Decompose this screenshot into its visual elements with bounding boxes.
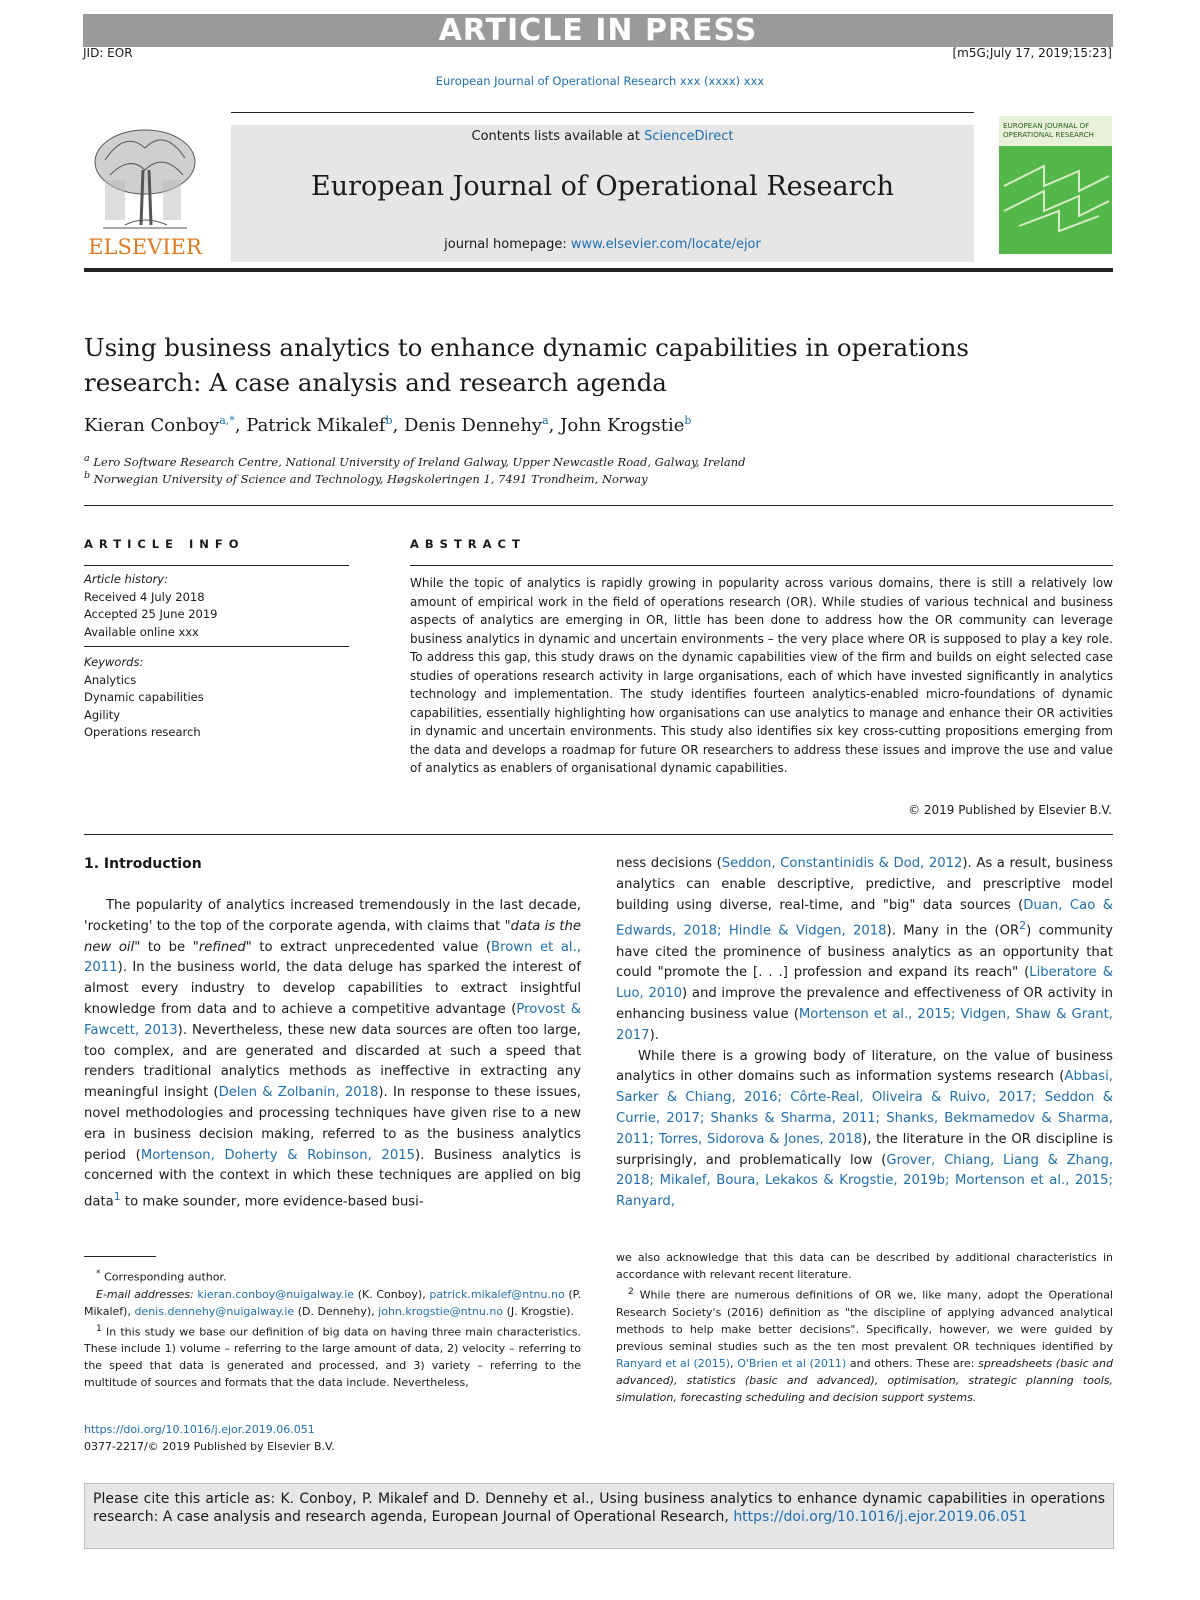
email-link[interactable]: john.krogstie@ntnu.no xyxy=(378,1304,504,1318)
article-info-rule xyxy=(84,565,349,566)
article-info-heading: ARTICLE INFO xyxy=(84,537,245,551)
citation-link[interactable]: Seddon, Constantinidis & Dod, 2012 xyxy=(721,856,963,871)
author-list xyxy=(84,414,691,436)
abstract-bottom-rule xyxy=(84,834,1113,835)
build-stamp: [m5G;July 17, 2019;15:23] xyxy=(952,46,1112,60)
issn-line: 0377-2217/© 2019 Published by Elsevier B.V. xyxy=(84,1440,335,1453)
citation-link[interactable]: Mortenson, Doherty & Robinson, 2015 xyxy=(140,1147,415,1163)
intro-right-column xyxy=(616,854,1113,1213)
citation-link[interactable]: Grover, Chiang, Liang & Zhang, 2018; Mikalef, Boura, Lekakos & Krogstie, 2019b; Mortenson et al., 2015; Ranyard, xyxy=(616,1152,1114,1210)
citation-link[interactable]: Duan, Cao & Edwards, 2018; Hindle & Vidgen, 2018 xyxy=(616,897,1114,939)
intro-paragraph-2: While there is a growing body of literature, on the value of business analytics in other domains such as information systems research (Abbasi, Sarker & Chiang, 2016; Côrte-Real, Oliveira & Ruivo, 2017; Seddon & Currie, 2017; Shanks & Sharma, 2011; Shanks, Bekmamedov & Sharma, 2011; Torres, Sidorova & Jones, 2018), the literature in the OR discipline is surprisingly, and problematically low (Grover, Chiang, Liang & Zhang, 2018; Mikalef, Boura, Lekakos & Krogstie, 2019b; Mortenson et al., 2015; Ranyard, xyxy=(616,1048,1114,1210)
received-date: Received 4 July 2018 xyxy=(84,589,205,604)
citation-link[interactable]: Mortenson et al., 2015; Vidgen, Shaw & Grant, 2017 xyxy=(616,1006,1113,1043)
article-in-press-banner: ARTICLE IN PRESS xyxy=(83,14,1113,47)
citation-link[interactable]: Provost & Fawcett, 2013 xyxy=(84,1001,581,1038)
sciencedirect-link[interactable]: ScienceDirect xyxy=(644,129,734,144)
please-cite-box: Please cite this article as: K. Conboy, P. Mikalef and D. Dennehy et al., Using business analytics to enhance dynamic capabilities in operations research: A case analysis and research agenda, European Journal of Operational Research, https://doi.org/10.1016/j.ejor.2019.06.051 xyxy=(84,1483,1114,1549)
author-1[interactable]: Kieran Conboy$^{a,*}$, xyxy=(84,414,247,436)
footnote-ref-1[interactable]: 1 xyxy=(113,1190,121,1204)
journal-reference-link[interactable]: European Journal of Operational Research xxx (xxxx) xxx xyxy=(435,74,765,88)
email-link[interactable]: kieran.conboy@nuigalway.ie xyxy=(197,1287,355,1301)
cite-doi-link[interactable]: https://doi.org/10.1016/j.ejor.2019.06.051 xyxy=(733,1509,1027,1525)
section-heading-introduction: 1. Introduction xyxy=(84,856,202,872)
email-link[interactable]: denis.dennehy@nuigalway.ie xyxy=(134,1304,295,1318)
footnotes-right xyxy=(616,1249,1113,1406)
journal-title: European Journal of Operational Research xyxy=(310,171,894,202)
corresponding-author-note: * Corresponding author. xyxy=(96,1268,227,1284)
intro-paragraph-1: The popularity of analytics increased tremendously in the last decade, 'rocketing' to the top of the corporate agenda, with claims that "data is the new oil" to be "refined" to extract unprecedented value (Brown et al., 2011). In the business world, the data deluge has sparked the interest of almost every industry to develop capabilities to extract insightful knowledge from data and to achieve a competitive advantage (Provost & Fawcett, 2013). Nevertheless, these new data sources are often too large, too complex, and are generated and discarded at such a speed that renders traditional analytics methods as ineffective in extracting any meaningful insight (Delen & Zolbanin, 2018). In response to these issues, novel methodologies and processing techniques have given rise to a new era in business decision making, referred to as the business analytics period (Mortenson, Doherty & Robinson, 2015). Business analytics is concerned with the context in which these techniques are applied on big data$^1$ to make sounder, more evidence-based busi- xyxy=(84,898,581,1210)
intro-paragraph-1-continued: ness decisions (Seddon, Constantinidis & Dod, 2012). As a result, business analytics can enable descriptive, predictive, and prescriptive model building using diverse, real-time, and "big" data sources (Duan, Cao & Edwards, 2018; Hindle & Vidgen, 2018). Many in the $(OR^2)$ community have cited the prominence of business analytics as an opportunity that could "promote the [. . .] profession and expand its reach" (Liberatore & Luo, 2010) and improve the prevalence and effectiveness of OR activity in enhancing business value (Mortenson et al., 2015; Vidgen, Shaw & Grant, 2017). xyxy=(616,856,1114,1043)
keywords-rule xyxy=(84,646,349,647)
top-thin-rule xyxy=(231,112,974,113)
accepted-date: Accepted 25 June 2019 xyxy=(84,607,218,621)
author-2[interactable]: Patrick Mikalef$^b$, xyxy=(246,414,405,436)
affiliation-b: $^b$ Norwegian University of Science and Technology, Høgskoleringen 1, 7491 Trondheim, Norway xyxy=(84,470,648,486)
email-link[interactable]: patrick.mikalef@ntnu.no xyxy=(429,1287,565,1301)
abstract-copyright: © 2019 Published by Elsevier B.V. xyxy=(908,803,1112,817)
affiliation-rule xyxy=(84,505,1113,506)
affiliation-a: $^a$ Lero Software Research Centre, National University of Ireland Galway, Upper Newcastle Road, Galway, Ireland xyxy=(84,453,746,469)
banner-thick-rule xyxy=(84,268,1113,272)
journal-reference-line xyxy=(0,74,1200,88)
elsevier-logo xyxy=(85,120,205,260)
keyword: Operations research xyxy=(84,725,201,739)
keywords xyxy=(84,654,204,742)
footnotes-left xyxy=(84,1265,581,1391)
online-date: Available online xxx xyxy=(84,624,199,639)
jid-label: JID: EOR xyxy=(83,46,133,60)
history-label: Article history: xyxy=(84,572,168,586)
doi-block xyxy=(84,1421,581,1455)
doi-link[interactable]: https://doi.org/10.1016/j.ejor.2019.06.051 xyxy=(84,1423,315,1436)
publisher-name: ELSEVIER xyxy=(88,235,202,259)
footnote-1-continued: we also acknowledge that this data can be described by additional characteristics in accordance with relevant recent literature. xyxy=(616,1251,1113,1281)
intro-left-column xyxy=(84,896,581,1213)
abstract-rule xyxy=(410,565,1113,566)
citation-link[interactable]: Brown et al., 2011 xyxy=(84,939,581,976)
footnote-2: $^2$ While there are numerous definitions of OR we, like many, adopt the Operational Research Society's (2016) definition as "the discipline of applying advanced analytical methods to help make better decisions". Specifically, however, we were guided by previous seminal studies such as the ten most prevalent OR techniques identified by Ranyard et al (2015), O'Brien et al (2011) and others. These are: spreadsheets (basic and advanced), statistics (basic and advanced), optimisation, strategic planning tools, simulation, forecasting scheduling and decision support systems. xyxy=(616,1286,1113,1404)
abstract-heading: ABSTRACT xyxy=(410,537,526,551)
journal-banner xyxy=(231,125,974,262)
citation-link[interactable]: O'Brien et al (2011) xyxy=(737,1356,847,1370)
footnote-1: $^1$ In this study we base our definition of big data on having three main characteristics. These include 1) volume – referring to the large amount of data, 2) velocity – referring to the speed that data is generated and processed, and 3) variety – referring to the multitude of sources and formats that the data include. Nevertheless, xyxy=(84,1322,582,1390)
article-title: Using business analytics to enhance dynamic capabilities in operations research: A case analysis and research agenda xyxy=(84,333,969,397)
email-addresses: E-mail addresses: kieran.conboy@nuigalway.ie (K. Conboy), patrick.mikalef@ntnu.no (P. Mikalef), denis.dennehy@nuigalway.ie (D. Dennehy), john.krogstie@ntnu.no (J. Krogstie). xyxy=(84,1287,582,1318)
abstract-text: While the topic of analytics is rapidly growing in popularity across various domains, there is still a relatively low amount of empirical work in the field of operations research (OR). While studies of various technical and business aspects of analytics are emerging in OR, little has been done to address how the OR community can leverage business analytics in dynamic and uncertain environments – the very place where OR is supposed to play a key role. To address this gap, this study draws on the dynamic capabilities view of the firm and builds on eight selected case studies of operations research activity in large organisations, each of which have invested significantly in analytics technology and implementation. The study identifies fourteen analytics-enabled micro-foundations of dynamic capabilities, essentially highlighting how organisations can use analytics to manage and enhance their OR activities in dynamic and uncertain environments. This study also identifies six key cross-cutting propositions emerging from the data and develops a roadmap for future OR researchers to address these issues and improve the use and value of analytics as enablers of organisational dynamic capabilities. xyxy=(410,576,1113,775)
citation-link[interactable]: Abbasi, Sarker & Chiang, 2016; Côrte-Real, Oliveira & Ruivo, 2017; Seddon & Currie, 2017; Shanks & Sharma, 2011; Shanks, Bekmamedov & Sharma, 2011; Torres, Sidorova & Jones, 2018 xyxy=(616,1069,1113,1147)
author-3[interactable]: Denis Dennehy$^a$, xyxy=(404,414,561,436)
keyword: Agility xyxy=(84,707,121,722)
keyword: Dynamic capabilities xyxy=(84,690,204,704)
cover-graphic xyxy=(999,116,1112,254)
svg-text:OPERATIONAL RESEARCH: OPERATIONAL RESEARCH xyxy=(1003,130,1094,139)
citation-link[interactable]: Liberatore & Luo, 2010 xyxy=(616,965,1113,1002)
footnote-rule-left xyxy=(84,1256,156,1257)
homepage-line: journal homepage: www.elsevier.com/locate/ejor xyxy=(444,237,761,252)
cover-title: EUROPEAN JOURNAL OF xyxy=(1003,121,1090,130)
keyword: Analytics xyxy=(84,672,137,687)
footnote-ref-2[interactable]: 2 xyxy=(1019,919,1027,933)
citation-link[interactable]: Delen & Zolbanin, 2018 xyxy=(218,1085,379,1101)
journal-cover-thumbnail xyxy=(999,116,1112,254)
homepage-link[interactable]: www.elsevier.com/locate/ejor xyxy=(570,237,761,252)
elsevier-tree-icon xyxy=(85,120,205,260)
citation-link[interactable]: Ranyard et al (2015) xyxy=(616,1356,731,1370)
contents-line: Contents lists available at ScienceDirect xyxy=(471,129,734,144)
keywords-label: Keywords: xyxy=(84,655,144,669)
article-history xyxy=(84,571,217,641)
author-4[interactable]: John Krogstie$^b$ xyxy=(560,414,692,436)
